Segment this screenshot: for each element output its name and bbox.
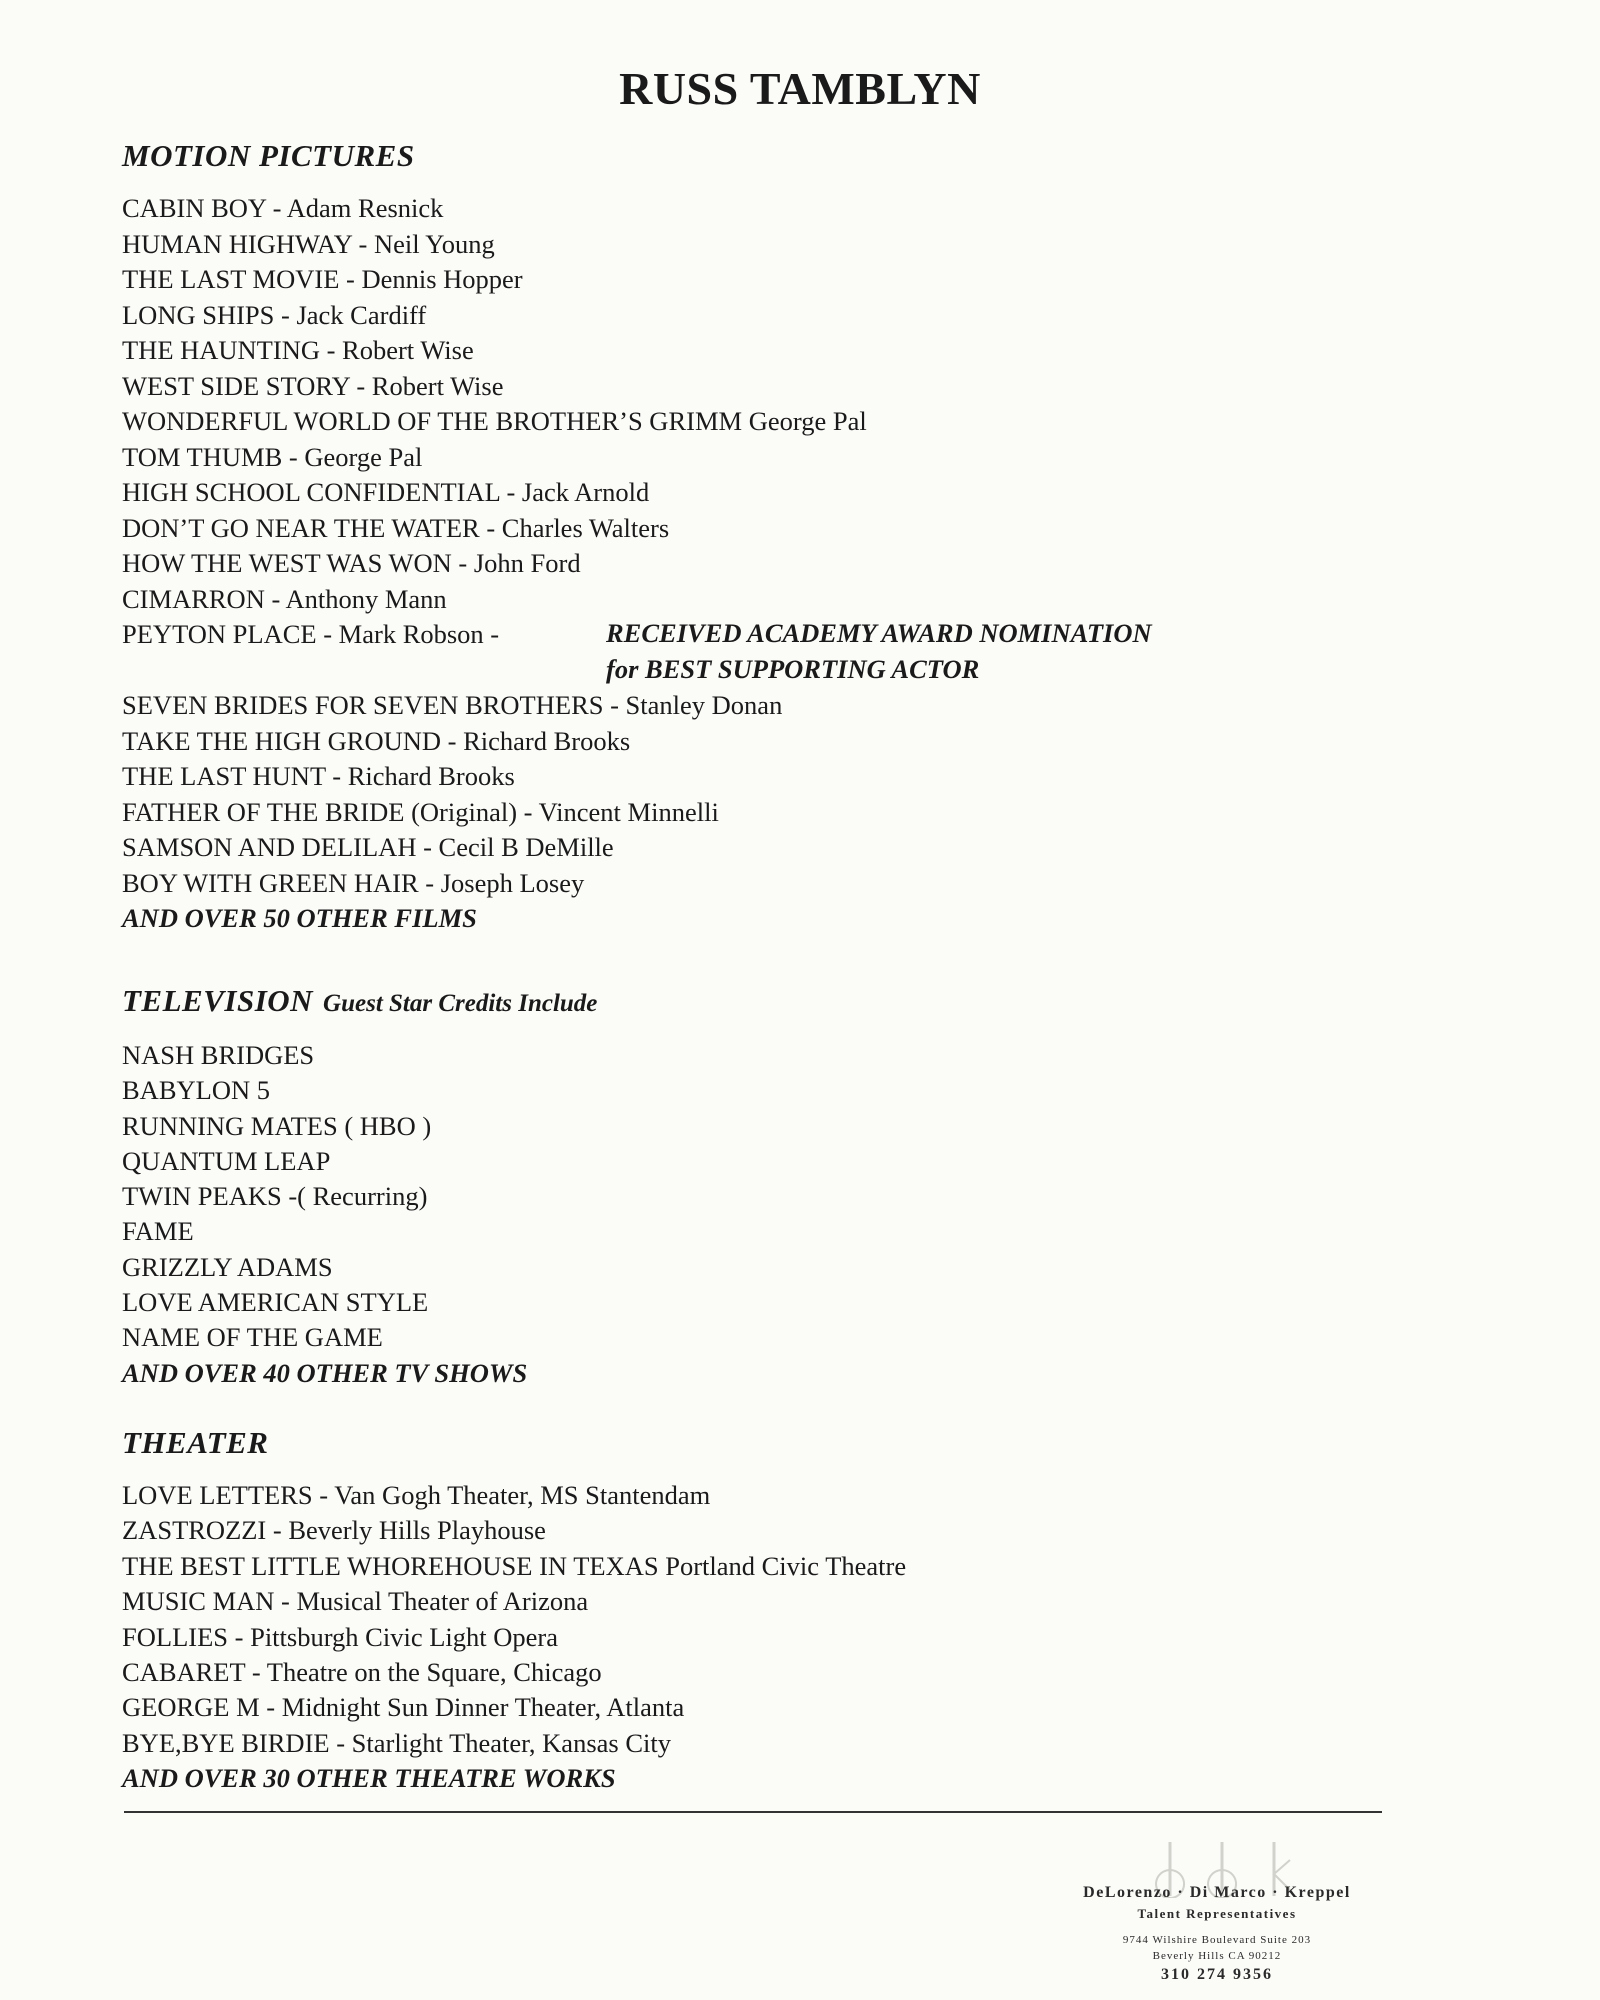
- list-item: HUMAN HIGHWAY - Neil Young: [122, 228, 495, 259]
- list-item: DON’T GO NEAR THE WATER - Charles Walters: [122, 512, 670, 543]
- page-title: RUSS TAMBLYN: [619, 63, 981, 114]
- list-item: SAMSON AND DELILAH - Cecil B DeMille: [122, 832, 614, 862]
- list-item: SEVEN BRIDES FOR SEVEN BROTHERS - Stanley Donan: [122, 690, 783, 720]
- list-item: RUNNING MATES ( HBO ): [122, 1110, 432, 1141]
- list-item: THE LAST MOVIE - Dennis Hopper: [122, 264, 523, 294]
- agency-address-line-2: Beverly Hills CA 90212: [1152, 1950, 1282, 1962]
- motion-pictures-heading: MOTION PICTURES: [122, 138, 415, 173]
- list-item: TWIN PEAKS -( Recurring): [122, 1181, 428, 1212]
- list-item: ZASTROZZI - Beverly Hills Playhouse: [122, 1515, 546, 1546]
- list-item: THE LAST HUNT - Richard Brooks: [122, 761, 515, 791]
- list-item: GRIZZLY ADAMS: [122, 1251, 333, 1282]
- list-item: WONDERFUL WORLD OF THE BROTHER’S GRIMM George Pal: [122, 406, 867, 436]
- more-theatre-note: AND OVER 30 OTHER THEATRE WORKS: [122, 1763, 616, 1794]
- list-item: LOVE LETTERS - Van Gogh Theater, MS Stantendam: [122, 1480, 711, 1510]
- more-films-note: AND OVER 50 OTHER FILMS: [122, 903, 477, 933]
- television-subheading: Guest Star Credits Include: [323, 990, 598, 1017]
- list-item: CABIN BOY - Adam Resnick: [122, 193, 444, 223]
- list-item: QUANTUM LEAP: [122, 1145, 331, 1176]
- agency-name: DeLorenzo · Di Marco · Kreppel: [1083, 1884, 1351, 1901]
- television-list: [122, 1038, 527, 1391]
- award-note: [606, 616, 1152, 687]
- television-heading: [122, 983, 597, 1019]
- list-item: MUSIC MAN - Musical Theater of Arizona: [122, 1586, 589, 1617]
- agency-tagline: Talent Representatives: [1137, 1906, 1297, 1921]
- more-tv-note: AND OVER 40 OTHER TV SHOWS: [122, 1357, 528, 1388]
- agency-address: [1052, 1932, 1382, 1964]
- list-item: WEST SIDE STORY - Robert Wise: [122, 370, 504, 401]
- list-item: TAKE THE HIGH GROUND - Richard Brooks: [122, 725, 631, 756]
- list-item: PEYTON PLACE - Mark Robson -: [122, 619, 500, 649]
- list-item: FATHER OF THE BRIDE (Original) - Vincent Minnelli: [122, 796, 719, 827]
- list-item: CABARET - Theatre on the Square, Chicago: [122, 1656, 602, 1687]
- motion-pictures-list: [122, 191, 867, 937]
- award-line-2: for BEST SUPPORTING ACTOR: [606, 653, 980, 684]
- list-item: FAME: [122, 1216, 194, 1247]
- list-item: HOW THE WEST WAS WON - John Ford: [122, 548, 581, 578]
- list-item: BYE,BYE BIRDIE - Starlight Theater, Kansas City: [122, 1727, 671, 1758]
- agency-address-line-1: 9744 Wilshire Boulevard Suite 203: [1122, 1934, 1312, 1946]
- award-line-1: RECEIVED ACADEMY AWARD NOMINATION: [606, 618, 1152, 648]
- list-item: LONG SHIPS - Jack Cardiff: [122, 299, 427, 330]
- footer-divider: [124, 1811, 1382, 1813]
- list-item: GEORGE M - Midnight Sun Dinner Theater, Atlanta: [122, 1692, 685, 1723]
- list-item: FOLLIES - Pittsburgh Civic Light Opera: [122, 1621, 558, 1652]
- television-heading-label: TELEVISION: [122, 983, 314, 1018]
- list-item: NAME OF THE GAME: [122, 1322, 383, 1353]
- list-item: THE HAUNTING - Robert Wise: [122, 335, 474, 365]
- theater-list: [122, 1478, 906, 1797]
- list-item: CIMARRON - Anthony Mann: [122, 583, 447, 614]
- agency-phone: 310 274 9356: [1161, 1966, 1273, 1983]
- agency-block: [1052, 1840, 1382, 1984]
- list-item: LOVE AMERICAN STYLE: [122, 1287, 429, 1318]
- list-item: BABYLON 5: [122, 1075, 270, 1106]
- list-item: NASH BRIDGES: [122, 1040, 315, 1070]
- list-item: TOM THUMB - George Pal: [122, 441, 423, 472]
- theater-heading: THEATER: [122, 1425, 269, 1460]
- list-item: HIGH SCHOOL CONFIDENTIAL - Jack Arnold: [122, 477, 650, 507]
- list-item: THE BEST LITTLE WHOREHOUSE IN TEXAS Portland Civic Theatre: [122, 1550, 907, 1581]
- list-item: BOY WITH GREEN HAIR - Joseph Losey: [122, 867, 585, 898]
